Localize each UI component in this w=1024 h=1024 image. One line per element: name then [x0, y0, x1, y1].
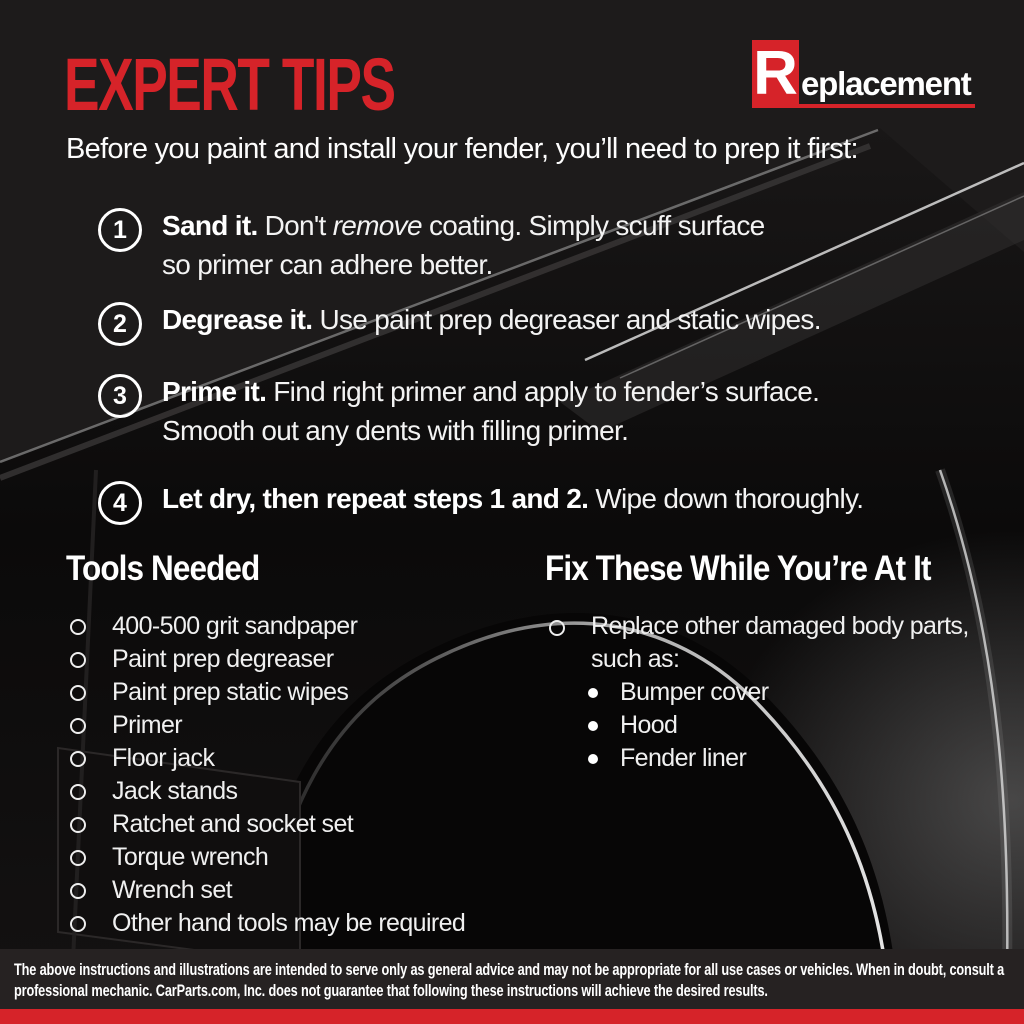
step-3-line-2: Smooth out any dents with filling primer.	[162, 415, 629, 446]
filled-bullet-icon	[588, 721, 598, 731]
step-1	[98, 206, 765, 284]
step-4	[98, 479, 863, 525]
hollow-bullet-icon	[70, 883, 86, 899]
hollow-bullet-icon	[70, 784, 86, 800]
tools-list-item	[70, 808, 465, 841]
fix-these-sub-item	[588, 676, 969, 709]
fix-lead-line-1: Replace other damaged body parts,	[591, 612, 969, 640]
tools-item-label: Torque wrench	[112, 843, 269, 871]
step-3-text	[162, 372, 819, 450]
step-number: 4	[113, 488, 127, 517]
logo-wordmark: eplacement	[799, 67, 975, 108]
tools-list-item	[70, 775, 465, 808]
step-number: 3	[113, 381, 127, 410]
step-3-number-badge	[98, 374, 142, 418]
fix-item-label: Fender liner	[620, 744, 747, 772]
hollow-bullet-icon	[70, 685, 86, 701]
tools-list-item	[70, 907, 465, 940]
tools-list-item	[70, 742, 465, 775]
page-title: EXPERT TIPS	[64, 43, 395, 126]
step-3-rest: Find right primer and apply to fender’s surface.	[266, 376, 820, 407]
step-number: 1	[113, 215, 127, 244]
disclaimer-bar	[0, 949, 1024, 1009]
step-3-lead: Prime it.	[162, 376, 267, 407]
step-1-line-2: so primer can adhere better.	[162, 249, 493, 280]
filled-bullet-icon	[588, 688, 598, 698]
step-1-lead: Sand it.	[162, 210, 258, 241]
tools-item-label: Paint prep static wipes	[112, 678, 349, 706]
filled-bullet-icon	[588, 754, 598, 764]
replacement-logo	[752, 40, 975, 108]
hollow-bullet-icon	[70, 619, 86, 635]
step-4-lead: Let dry, then repeat steps 1 and 2.	[162, 483, 589, 514]
hollow-bullet-icon	[549, 620, 565, 636]
fix-these-lead-item	[549, 610, 969, 676]
bottom-red-bar	[0, 1009, 1024, 1024]
tools-list-item	[70, 610, 465, 643]
fix-item-label: Bumper cover	[620, 678, 769, 706]
disclaimer-line-1: The above instructions and illustrations are intended to serve only as general advice and may not be appropriate for all use cases or vehicles. When in doubt, consult a	[14, 960, 1005, 979]
step-2	[98, 300, 821, 346]
step-3	[98, 372, 819, 450]
step-4-number-badge	[98, 481, 142, 525]
tools-list-item	[70, 874, 465, 907]
tools-list-item	[70, 643, 465, 676]
hollow-bullet-icon	[70, 850, 86, 866]
tools-list-item	[70, 709, 465, 742]
step-4-text	[162, 479, 863, 518]
step-number: 2	[113, 309, 127, 338]
hollow-bullet-icon	[70, 916, 86, 932]
tools-item-label: Floor jack	[112, 744, 215, 772]
tools-item-label: Wrench set	[112, 876, 232, 904]
step-2-text	[162, 300, 821, 339]
tools-item-label: Jack stands	[112, 777, 238, 805]
step-2-lead: Degrease it.	[162, 304, 313, 335]
fix-these-sub-item	[588, 742, 969, 775]
step-1-italic: remove	[332, 210, 422, 241]
fix-lead-line-2: such as:	[591, 645, 680, 673]
tools-list-item	[70, 676, 465, 709]
tools-needed-heading: Tools Needed	[66, 549, 260, 588]
intro-text: Before you paint and install your fender, you’ll need to prep it first:	[66, 133, 858, 165]
step-1-mid: Don't	[257, 210, 333, 241]
hollow-bullet-icon	[70, 817, 86, 833]
step-2-rest: Use paint prep degreaser and static wipes.	[312, 304, 821, 335]
tools-list-item	[70, 841, 465, 874]
hollow-bullet-icon	[70, 718, 86, 734]
tools-item-label: Ratchet and socket set	[112, 810, 354, 838]
step-4-line-1	[162, 479, 863, 518]
fix-these-heading: Fix These While You’re At It	[545, 549, 931, 588]
tools-item-label: 400-500 grit sandpaper	[112, 612, 358, 640]
step-1-rest: coating. Simply scuff surface	[421, 210, 765, 241]
step-3-line-1	[162, 372, 819, 411]
fix-these-lead-text	[591, 610, 969, 676]
fix-these-list	[549, 610, 969, 775]
hollow-bullet-icon	[70, 751, 86, 767]
step-2-number-badge	[98, 302, 142, 346]
step-4-rest: Wipe down thoroughly.	[588, 483, 864, 514]
fix-these-sub-item	[588, 709, 969, 742]
tools-list	[70, 610, 465, 940]
disclaimer-line-2: professional mechanic. CarParts.com, Inc. does not guarantee that following these instructions will achieve the desired results.	[14, 981, 768, 1000]
hollow-bullet-icon	[70, 652, 86, 668]
step-1-number-badge	[98, 208, 142, 252]
tools-item-label: Other hand tools may be required	[112, 909, 466, 937]
fix-item-label: Hood	[620, 711, 678, 739]
step-1-line-1	[162, 206, 765, 245]
tools-item-label: Paint prep degreaser	[112, 645, 334, 673]
step-2-line-1	[162, 300, 821, 339]
tools-item-label: Primer	[112, 711, 183, 739]
logo-r-box	[752, 40, 799, 108]
logo-letter: R	[753, 39, 798, 108]
step-1-text	[162, 206, 765, 284]
